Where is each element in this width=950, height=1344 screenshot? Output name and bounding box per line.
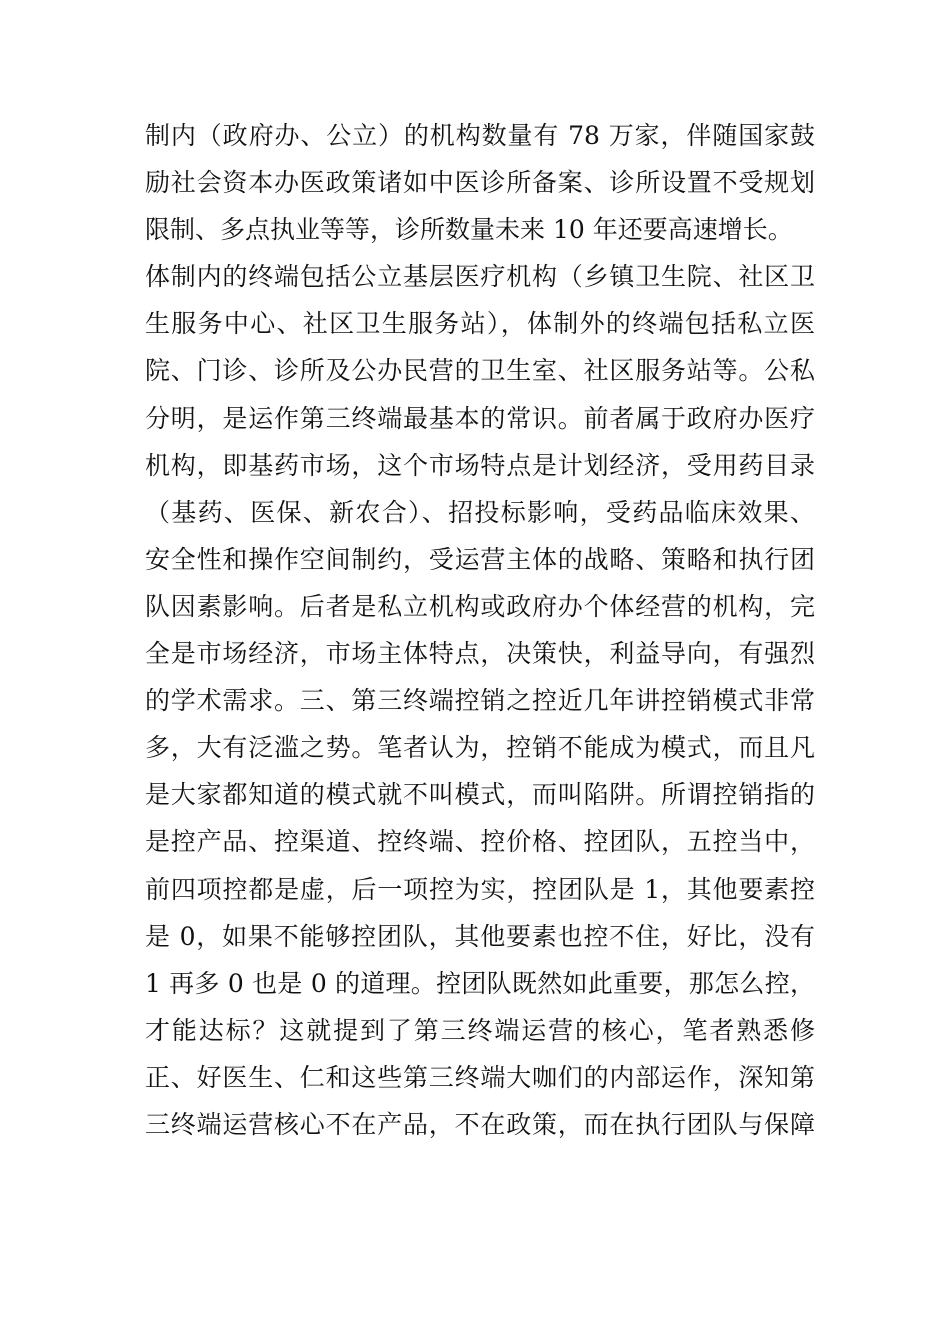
text-line-22: 三终端运营核心不在产品，不在政策，而在执行团队与保障 [145,1109,815,1139]
text-line-10: 安全性和操作空间制约，受运营主体的战略、策略和执行团 [145,544,815,574]
text-line-12: 全是市场经济，市场主体特点，决策快，利益导向，有强烈 [145,639,815,669]
text-line-6: 院、门诊、诊所及公办民营的卫生室、社区服务站等。公私 [145,356,815,386]
text-line-21: 正、好医生、仁和这些第三终端大咖们的内部运作，深知第 [145,1062,815,1092]
text-line-14: 多，大有泛滥之势。笔者认为，控销不能成为模式，而且凡 [145,733,815,763]
text-line-13: 的学术需求。三、第三终端控销之控近几年讲控销模式非常 [145,686,815,716]
text-line-1: 制内（政府办、公立）的机构数量有 78 万家，伴随国家鼓 [145,121,815,150]
text-line-16: 是控产品、控渠道、控终端、控价格、控团队，五控当中， [145,827,815,857]
text-line-19: 1 再多 0 也是 0 的道理。控团队既然如此重要，那怎么控， [145,968,815,998]
text-line-11: 队因素影响。后者是私立机构或政府办个体经营的机构，完 [145,591,815,621]
text-line-15: 是大家都知道的模式就不叫模式，而叫陷阱。所谓控销指的 [145,780,815,810]
text-line-8: 机构，即基药市场，这个市场特点是计划经济，受用药目录 [145,450,815,480]
text-line-4: 体制内的终端包括公立基层医疗机构（乡镇卫生院、社区卫 [145,262,815,292]
text-line-5: 生服务中心、社区卫生服务站），体制外的终端包括私立医 [145,309,815,339]
text-line-7: 分明，是运作第三终端最基本的常识。前者属于政府办医疗 [145,403,815,433]
text-line-20: 才能达标？这就提到了第三终端运营的核心，笔者熟悉修 [145,1015,815,1045]
text-line-9: （基药、医保、新农合）、招投标影响，受药品临床效果、 [145,497,815,527]
text-line-2: 励社会资本办医政策诸如中医诊所备案、诊所设置不受规划 [145,168,815,198]
text-line-3: 限制、多点执业等等，诊所数量未来 10 年还要高速增长。 [145,215,793,245]
text-line-17: 前四项控都是虚，后一项控为实，控团队是 1，其他要素控 [145,874,815,904]
text-line-18: 是 0，如果不能够控团队，其他要素也控不住，好比，没有 [145,921,815,951]
body-text [145,112,815,1148]
